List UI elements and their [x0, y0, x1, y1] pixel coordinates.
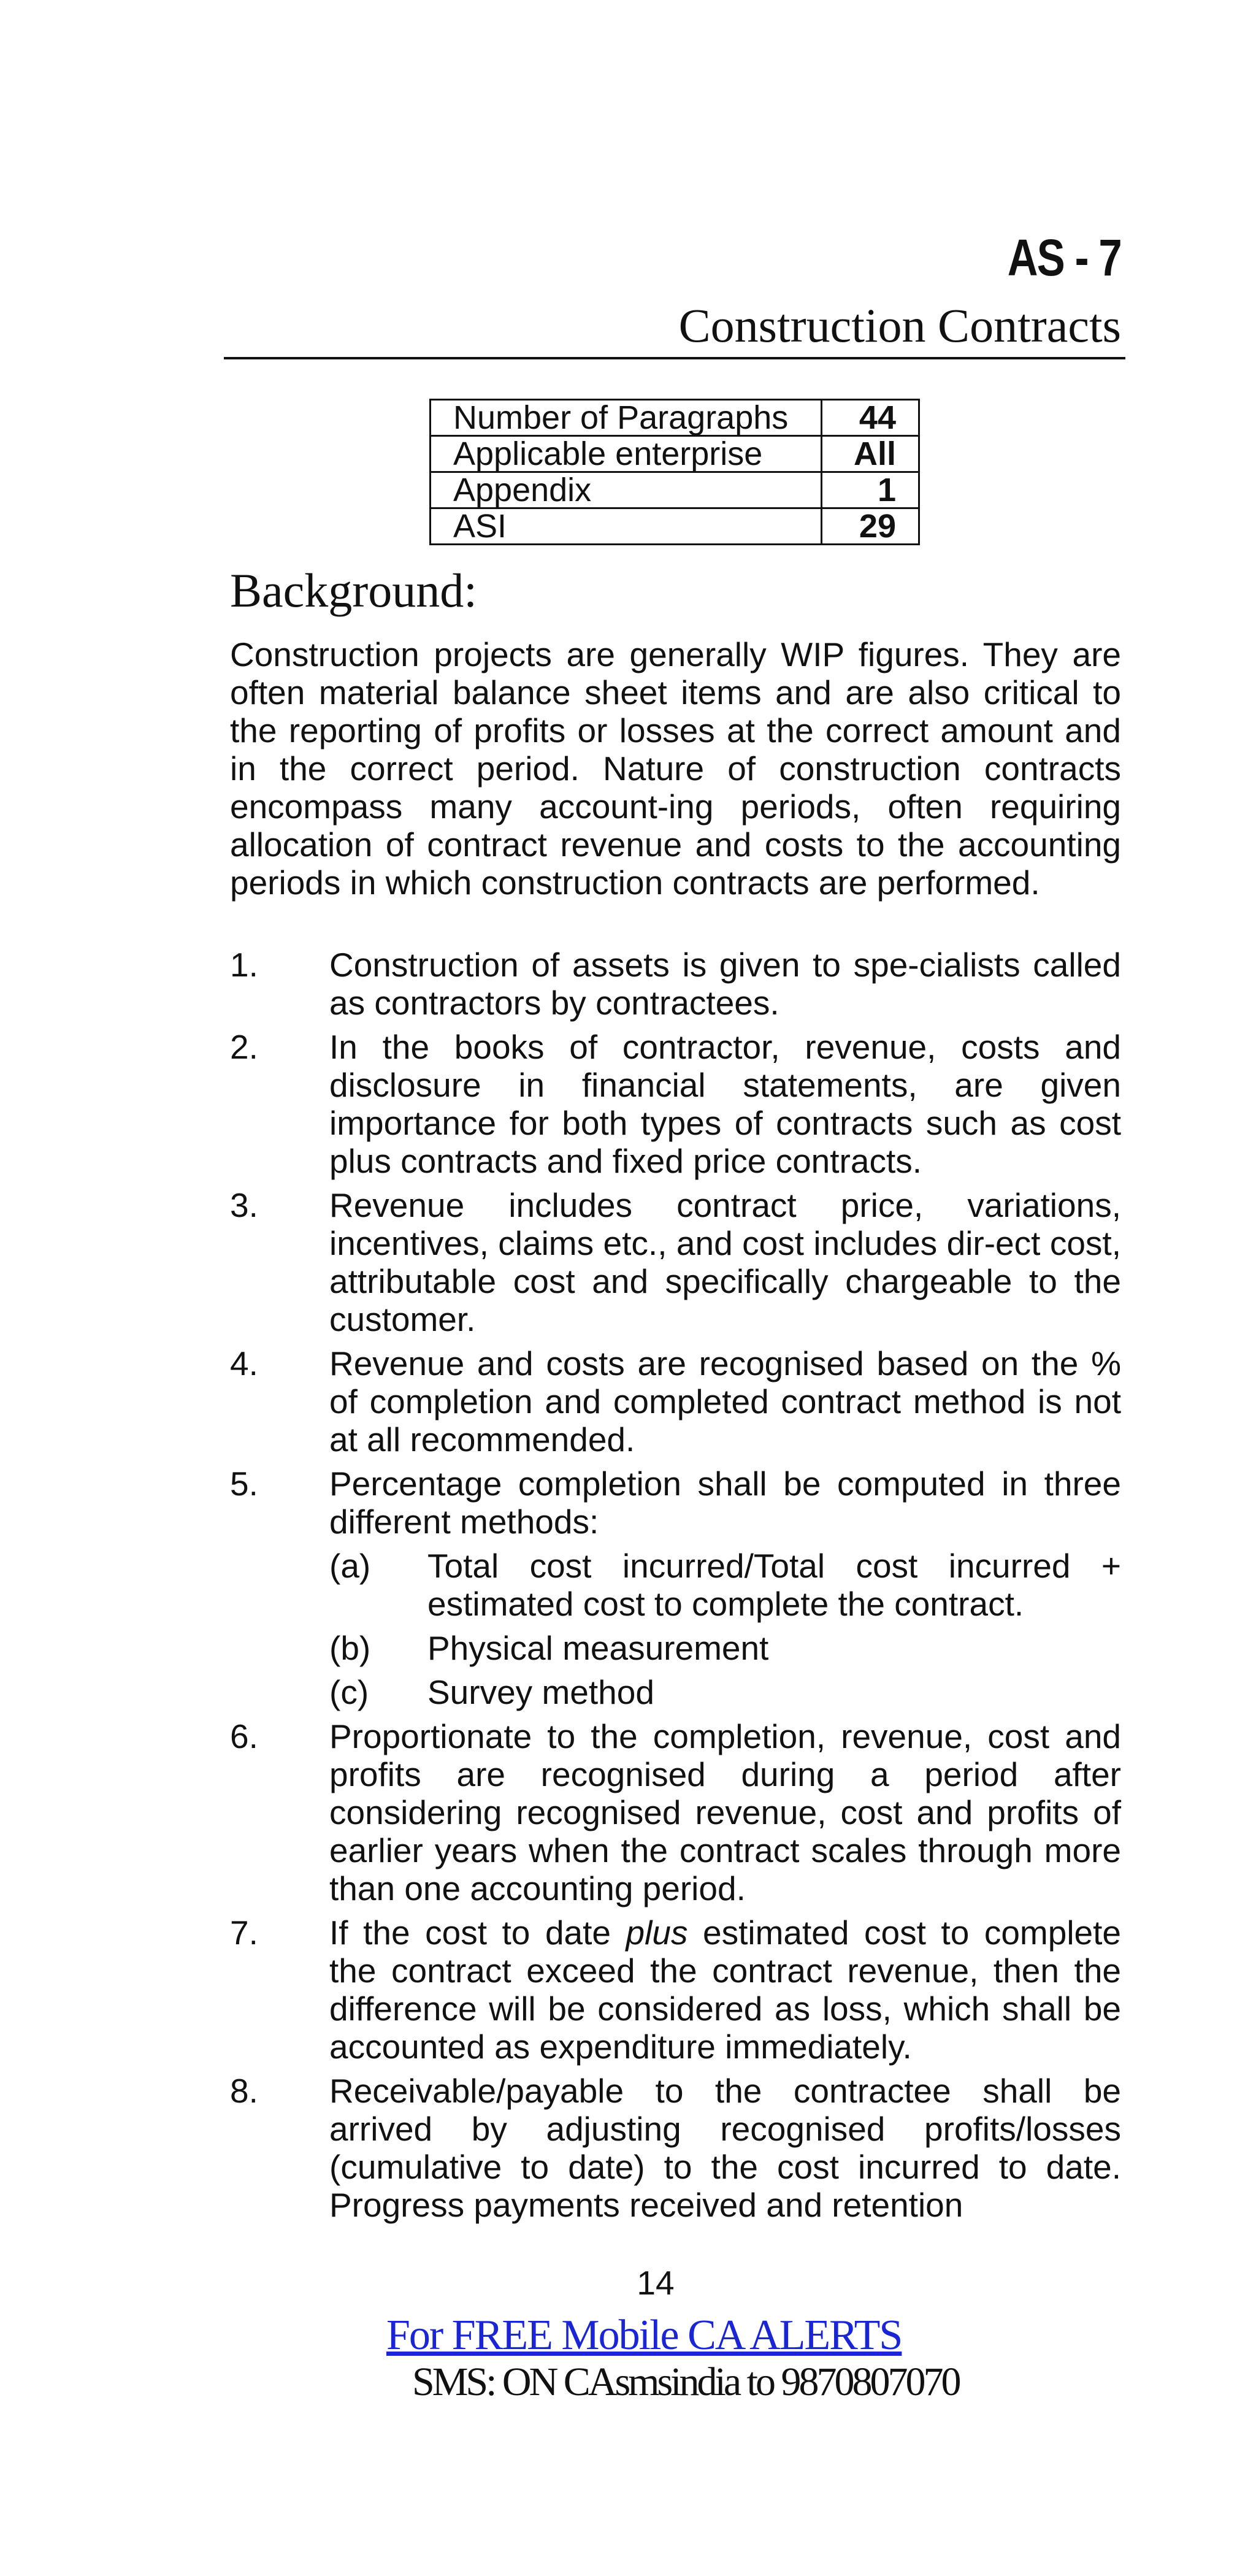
emphasis-text: plus	[626, 1914, 688, 1952]
list-item	[230, 946, 1121, 1022]
sub-item-number: (b)	[329, 1629, 371, 1667]
sub-item-text: Total cost incurred/Total cost incurred + estimated cost to complete the contract.	[427, 1547, 1121, 1623]
list-item	[230, 1028, 1121, 1180]
list-item-number: 1.	[230, 946, 258, 984]
points-list	[230, 946, 1121, 2230]
table-row	[431, 436, 919, 472]
list-item-number: 3.	[230, 1186, 258, 1224]
list-item-text-end: estimated cost to complete the contract exceed the contract revenue, then the difference will be considered as loss, which shall be accounted as expenditure immediately.	[329, 1914, 1121, 2066]
intro-paragraph: Construction projects are generally WIP figures. They are often material balance sheet items and are also critical to the reporting of profits or losses at the correct amount and in the correct period. Nature of construction contracts encompass many account-ing periods, often requiring allocation of contract revenue and costs to the accounting periods in which construction contracts are performed.	[230, 635, 1121, 902]
list-item	[230, 2072, 1121, 2224]
promo-sms-text: SMS: ON CAsmsindia to 9870807070	[412, 2359, 959, 2404]
sub-item-number: (a)	[329, 1547, 371, 1585]
list-item-text: Percentage completion shall be computed in three different methods:	[329, 1465, 1121, 1541]
list-item-text: Receivable/payable to the contractee shall be arrived by adjusting recognised profits/losses (cumulative to date) to the cost incurred to date. Progress payments received and retention	[329, 2072, 1121, 2224]
sub-item-text: Survey method	[427, 1673, 654, 1711]
table-row	[431, 472, 919, 508]
table-row	[431, 508, 919, 545]
table-row	[431, 400, 919, 436]
list-item	[230, 1186, 1121, 1338]
list-item-text: Revenue and costs are recognised based on the % of completion and completed contract method is not at all recommended.	[329, 1344, 1121, 1459]
sub-list-item	[329, 1673, 1121, 1711]
standard-title: Construction Contracts	[678, 299, 1121, 352]
list-item-text: Proportionate to the completion, revenue, cost and profits are recognised during a period after considering recognised revenue, cost and profits of earlier years when the contract scales through more than one accounting period.	[329, 1717, 1121, 1907]
table-cell-value: 44	[822, 400, 919, 436]
list-item	[230, 1717, 1121, 1907]
table-cell-label: Number of Paragraphs	[431, 400, 822, 436]
sub-list-item	[329, 1629, 1121, 1667]
header-rule	[224, 357, 1125, 359]
table-cell-label: ASI	[431, 508, 822, 545]
standard-code: AS - 7	[1007, 229, 1121, 286]
section-heading: Background:	[230, 564, 477, 617]
promo-link[interactable]: For FREE Mobile CA ALERTS	[386, 2312, 902, 2359]
list-item	[230, 1344, 1121, 1459]
list-item	[230, 1914, 1121, 2066]
summary-table	[429, 399, 920, 545]
list-item-number: 8.	[230, 2072, 258, 2110]
page-number: 14	[637, 2264, 675, 2302]
list-item-text: Revenue includes contract price, variations, incentives, claims etc., and cost includes dir-ect cost, attributable cost and specifically chargeable to the customer.	[329, 1186, 1121, 1338]
list-item-text: Construction of assets is given to spe-cialists called as contractors by contractees.	[329, 946, 1121, 1022]
list-item-number: 7.	[230, 1914, 258, 1952]
table-cell-value: 1	[822, 472, 919, 508]
list-item-text-start: If the cost to date	[329, 1914, 626, 1952]
list-item-text	[329, 1914, 1121, 2066]
sub-item-number: (c)	[329, 1673, 369, 1711]
list-item-number: 6.	[230, 1717, 258, 1755]
list-item-number: 2.	[230, 1028, 258, 1066]
list-item-number: 4.	[230, 1344, 258, 1382]
list-item	[230, 1465, 1121, 1541]
table-cell-value: 29	[822, 508, 919, 545]
list-item-number: 5.	[230, 1465, 258, 1503]
sub-list-item	[329, 1547, 1121, 1623]
list-item-text: In the books of contractor, revenue, costs and disclosure in financial statements, are given importance for both types of contracts such as cost plus contracts and fixed price contracts.	[329, 1028, 1121, 1180]
sub-item-text: Physical measurement	[427, 1629, 769, 1667]
table-cell-label: Applicable enterprise	[431, 436, 822, 472]
table-cell-label: Appendix	[431, 472, 822, 508]
table-cell-value: All	[822, 436, 919, 472]
